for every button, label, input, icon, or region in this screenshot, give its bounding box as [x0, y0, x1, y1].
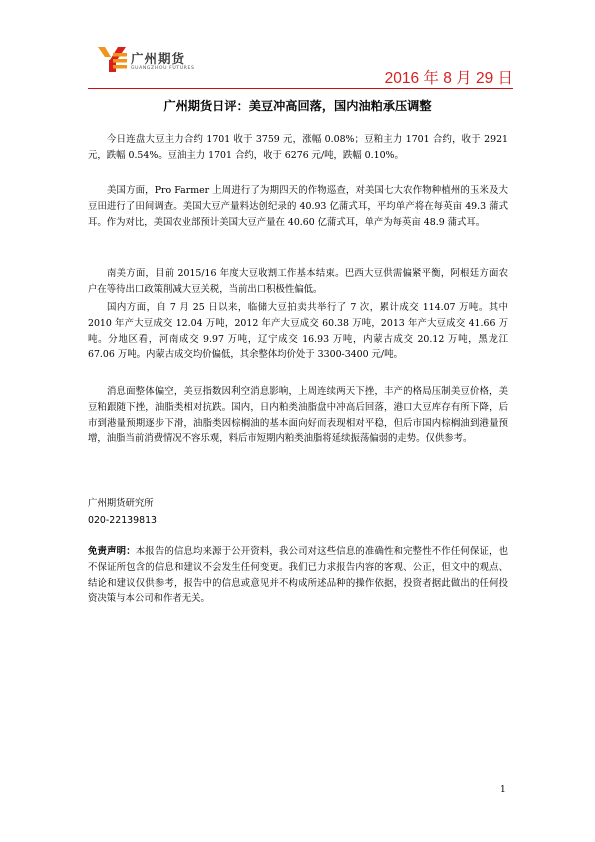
contact-phone: 020-22139813: [88, 515, 157, 526]
disclaimer: [88, 544, 508, 607]
report-title: 广州期货日评：美豆冲高回落，国内油粕承压调整: [163, 99, 432, 113]
paragraph-south-america: 南美方面，目前 2015/16 年度大豆收割工作基本结束。巴西大豆供需偏紧平衡，阿根廷方面农户在等待出口政策削减大豆关税，当前出口积极性偏低。: [88, 268, 508, 295]
paragraph-us-crop-tour: 美国方面，Pro Farmer 上周进行了为期四天的作物巡查，对美国七大农作物种植州的玉米及大豆田进行了田间调查。美国大豆产量料达创纪录的 40.93 亿蒲式耳，平均单产将在每英亩 49.3 蒲式耳。作为对比，美国农业部预计美国大豆产量在 40.60 亿蒲式耳，单产为每英亩 48.9 蒲式耳。: [88, 185, 508, 228]
guangzhou-futures-logo-icon: [96, 44, 128, 74]
disclaimer-text: 本报告的信息均来源于公开资料，我公司对这些信息的准确性和完整性不作任何保证，也不保证所包含的信息和建议不会发生任何变更。我们已力求报告内容的客观、公正，但文中的观点、结论和建议仅供参考，报告中的信息或意见并不构成所述品种的操作依据，投资者据此做出的任何投资决策与本公司和作者无关。: [88, 546, 508, 605]
paragraph-outlook: 消息面整体偏空，美豆指数因利空消息影响，上周连续两天下挫，丰产的格局压制美豆价格，美豆粕跟随下挫，油脂类相对抗跌。国内，日内粕类油脂盘中冲高后回落，港口大豆库存有所下降，后市到港量预期逐步下滑，油脂类因棕榈油的基本面向好而表现相对平稳，但后市国内棕榈油到港量预增，油脂当前消费情况不容乐观，料后市短期内粕类油脂将延续振荡偏弱的走势。仅供参考。: [88, 386, 508, 445]
contact-organization: 广州期货研究所: [88, 498, 154, 509]
logo-english-name: GUANGZHOU FUTURES: [131, 66, 195, 71]
company-logo: [96, 44, 216, 76]
disclaimer-label: 免责声明：: [88, 546, 136, 557]
header-divider: [88, 88, 513, 89]
logo-chinese-name: 广州期货: [131, 51, 186, 66]
report-date: 2016 年 8 月 29 日: [384, 70, 513, 87]
paragraph-market-close: 今日连盘大豆主力合约 1701 收于 3759 元，涨幅 0.08%；豆粕主力 1701 合约，收于 2921 元，跌幅 0.54%。豆油主力 1701 合约，收于 6276 元/吨，跌幅 0.10%。: [88, 134, 508, 161]
page-number: 1: [500, 785, 506, 795]
paragraph-domestic-auction: 国内方面，自 7 月 25 日以来，临储大豆拍卖共举行了 7 次，累计成交 114.07 万吨。其中 2010 年产大豆成交 12.04 万吨，2012 年产大豆成交 60.38 万吨，2013 年产大豆成交 41.66 万吨。分地区看，河南成交 9.97 万吨，辽宁成交 16.93 万吨，内蒙古成交 20.12 万吨，黑龙江 67.06 万吨。内蒙古成交均价偏低，其余整体均价处于 3300-3400 元/吨。: [88, 302, 508, 361]
